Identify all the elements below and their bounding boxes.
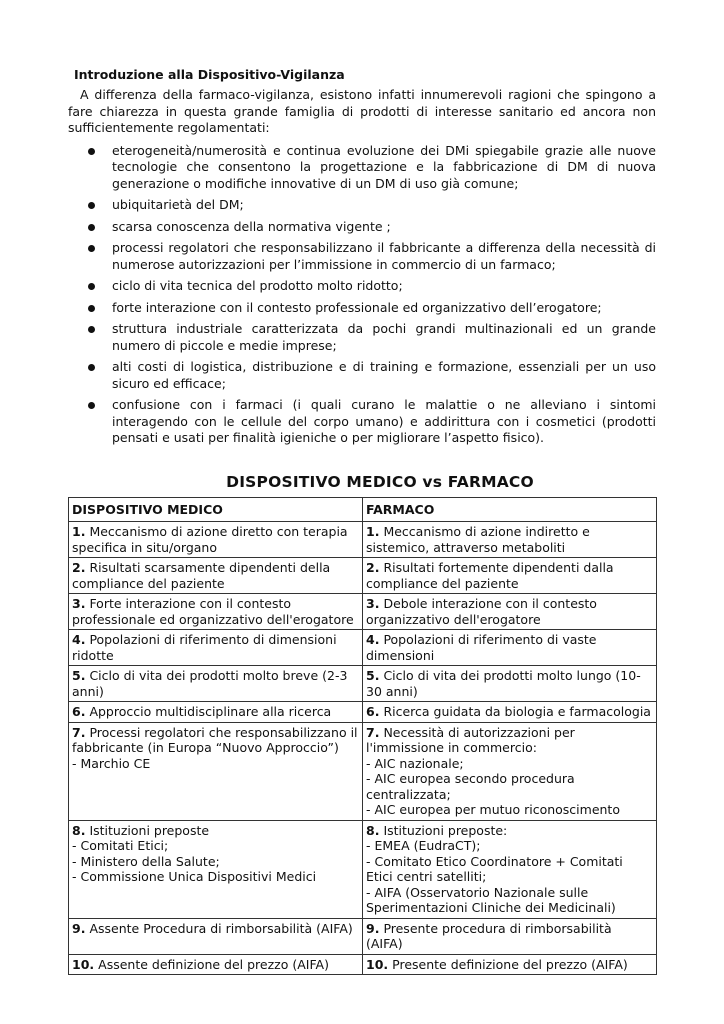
cell-line [72, 725, 358, 756]
cell-text: - Comitati Etici; [72, 838, 169, 853]
table-cell-farmaco [363, 722, 657, 820]
item-number: 4. [72, 632, 86, 647]
table-row [69, 918, 657, 954]
cell-text: - Marchio CE [72, 755, 151, 771]
table-header-row [69, 497, 657, 522]
table-row [69, 630, 657, 666]
table-row [69, 522, 657, 558]
cell-text: - EMEA (EudraCT); [366, 838, 481, 853]
table-cell-dispositivo [69, 954, 363, 975]
cell-line [72, 596, 358, 627]
table-body [69, 522, 657, 975]
table-cell-dispositivo [69, 820, 363, 918]
cell-line [72, 632, 358, 663]
bullet-text: alti costi di logistica, distribuzione e di training e formazione, essenziali per un uso sicuro ed efficace; [112, 359, 656, 391]
table-cell-dispositivo [69, 918, 363, 954]
item-number: 1. [366, 524, 380, 539]
item-number: 8. [72, 822, 86, 838]
item-number: 8. [366, 822, 380, 838]
cell-line [366, 524, 652, 555]
item-number: 6. [72, 704, 86, 719]
item-number: 6. [366, 704, 380, 719]
table-cell-dispositivo [69, 522, 363, 558]
table-cell-farmaco [363, 594, 657, 630]
table-cell-farmaco [363, 558, 657, 594]
column-header-dispositivo: DISPOSITIVO MEDICO [69, 497, 363, 522]
bullet-dot-icon [88, 224, 95, 231]
cell-text: Assente definizione del prezzo (AIFA) [98, 956, 329, 972]
item-number: 3. [366, 596, 380, 611]
cell-line [366, 921, 652, 952]
cell-text: Ricerca guidata da biologia e farmacologia [383, 704, 651, 719]
table-cell-dispositivo [69, 630, 363, 666]
table-row [69, 722, 657, 820]
cell-text: Debole interazione con il contesto organizzativo dell'erogatore [366, 596, 597, 627]
bullet-item [112, 359, 656, 392]
bullet-text: processi regolatori che responsabilizzano il fabbricante a differenza della necessità di numerose autorizzazioni per l’immissione in commercio di un farmaco; [112, 240, 656, 272]
cell-text: Popolazioni di riferimento di dimensioni ridotte [72, 632, 337, 663]
table-row [69, 820, 657, 918]
cell-text: Approccio multidisciplinare alla ricerca [89, 704, 332, 719]
bullet-dot-icon [88, 148, 95, 155]
cell-text: Ciclo di vita dei prodotti molto lungo (10-30 anni) [366, 668, 641, 699]
item-number: 2. [72, 560, 86, 575]
cell-line [72, 704, 358, 720]
cell-text: Assente Procedura di rimborsabilità (AIFA) [89, 920, 353, 936]
bullet-item [112, 143, 656, 193]
document-page [68, 66, 656, 975]
table-cell-farmaco [363, 666, 657, 702]
bullet-text: ubiquitarietà del DM; [112, 197, 244, 212]
item-number: 7. [72, 724, 86, 740]
cell-line [72, 823, 358, 839]
bullet-item [112, 278, 656, 295]
cell-line [366, 854, 652, 885]
bullet-text: ciclo di vita tecnica del prodotto molto ridotto; [112, 278, 403, 293]
cell-text: - Comitato Etico Coordinatore + Comitati Etici centri satelliti; [366, 853, 623, 884]
cell-line [366, 632, 652, 663]
cell-text: Meccanismo di azione indiretto e sistemico, attraverso metaboliti [366, 524, 590, 555]
table-cell-dispositivo [69, 702, 363, 723]
table-cell-farmaco [363, 702, 657, 723]
bullet-dot-icon [88, 305, 95, 312]
item-number: 2. [366, 560, 380, 575]
cell-line [366, 725, 652, 756]
item-number: 3. [72, 596, 86, 611]
item-number: 10. [72, 956, 95, 972]
comparison-table [68, 497, 657, 976]
bullet-dot-icon [88, 202, 95, 209]
table-cell-dispositivo [69, 722, 363, 820]
bullet-dot-icon [88, 402, 95, 409]
cell-text: Meccanismo di azione diretto con terapia specifica in situ/organo [72, 524, 348, 555]
cell-line [366, 957, 652, 973]
cell-text: Popolazioni di riferimento di vaste dimensioni [366, 632, 597, 663]
cell-line [72, 921, 358, 937]
item-number: 5. [72, 668, 86, 683]
bullet-item [112, 219, 656, 236]
cell-text: Forte interazione con il contesto professionale ed organizzativo dell'erogatore [72, 596, 354, 627]
bullet-dot-icon [88, 245, 95, 252]
cell-line [366, 704, 652, 720]
cell-line [366, 802, 652, 818]
table-title: DISPOSITIVO MEDICO vs FARMACO [226, 472, 534, 491]
cell-text: Istituzioni preposte: [383, 822, 508, 838]
bullet-item [112, 321, 656, 354]
table-cell-farmaco [363, 820, 657, 918]
bullet-dot-icon [88, 326, 95, 333]
bullet-text: confusione con i farmaci (i quali curano le malattie o ne alleviano i sintomi interagendo con le cellule del corpo umano) e addirittura con i cosmetici (prodotti pensati e usati per finalità igieniche o per migliorare l’aspetto fisico). [112, 397, 656, 445]
bullet-list [68, 143, 656, 447]
table-cell-farmaco [363, 522, 657, 558]
cell-line [366, 756, 652, 772]
cell-line [366, 668, 652, 699]
cell-text: Presente definizione del prezzo (AIFA) [392, 956, 628, 972]
bullet-item [112, 397, 656, 447]
cell-line [366, 885, 652, 916]
bullet-dot-icon [88, 364, 95, 371]
cell-line [72, 854, 358, 870]
table-cell-dispositivo [69, 558, 363, 594]
section-heading: Introduzione alla Dispositivo-Vigilanza [74, 67, 345, 82]
column-header-farmaco: FARMACO [363, 497, 657, 522]
cell-line [366, 596, 652, 627]
cell-line [366, 838, 652, 854]
table-row [69, 558, 657, 594]
cell-text: - Commissione Unica Dispositivi Medici [72, 869, 317, 884]
item-number: 7. [366, 724, 380, 740]
table-cell-farmaco [363, 918, 657, 954]
cell-text: Risultati fortemente dipendenti dalla compliance del paziente [366, 560, 614, 591]
table-cell-farmaco [363, 954, 657, 975]
bullet-item [112, 197, 656, 214]
table-cell-farmaco [363, 630, 657, 666]
cell-line [72, 869, 358, 885]
cell-text: Necessità di autorizzazioni per l'immissione in commercio: [366, 724, 575, 755]
cell-text: Istituzioni preposte [89, 822, 210, 838]
cell-text: Presente procedura di rimborsabilità (AIFA) [366, 920, 612, 951]
cell-line [366, 771, 652, 802]
cell-text: - AIC nazionale; [366, 755, 464, 771]
cell-line [72, 668, 358, 699]
bullet-item [112, 240, 656, 273]
cell-line [72, 756, 358, 772]
bullet-text: struttura industriale caratterizzata da pochi grandi multinazionali ed un grande numero di piccole e medie imprese; [112, 321, 656, 353]
item-number: 5. [366, 668, 380, 683]
item-number: 4. [366, 632, 380, 647]
item-number: 10. [366, 956, 389, 972]
table-row [69, 666, 657, 702]
cell-text: - Ministero della Salute; [72, 853, 220, 869]
table-row [69, 954, 657, 975]
cell-text: - AIFA (Osservatorio Nazionale sulle Sperimentazioni Cliniche dei Medicinali) [366, 884, 616, 915]
cell-line [72, 524, 358, 555]
item-number: 9. [366, 920, 380, 936]
item-number: 1. [72, 524, 86, 539]
intro-paragraph: A differenza della farmaco-vigilanza, esistono infatti innumerevoli ragioni che spingono a fare chiarezza in questa grande famiglia di prodotti di interesse sanitario ed ancora non sufficientemente regolamentati: [68, 87, 656, 135]
cell-line [366, 823, 652, 839]
table-cell-dispositivo [69, 594, 363, 630]
bullet-text: forte interazione con il contesto professionale ed organizzativo dell’erogatore; [112, 299, 602, 315]
cell-text: Processi regolatori che responsabilizzano il fabbricante (in Europa “Nuovo Approccio”) [72, 724, 358, 755]
table-cell-dispositivo [69, 666, 363, 702]
cell-line [72, 560, 358, 591]
bullet-item [112, 300, 656, 317]
cell-text: - AIC europea per mutuo riconoscimento [366, 802, 620, 817]
cell-text: Risultati scarsamente dipendenti della compliance del paziente [72, 560, 331, 591]
cell-text: Ciclo di vita dei prodotti molto breve (2-3 anni) [72, 668, 348, 699]
bullet-text: eterogeneità/numerosità e continua evoluzione dei DMi spiegabile grazie alle nuove tecnologie che consentono la progettazione e la fabbricazione di DM di nuova generazione o modifiche innovative di un DM di uso già comune; [112, 142, 656, 191]
table-row [69, 594, 657, 630]
bullet-text: scarsa conoscenza della normativa vigente ; [112, 218, 391, 234]
cell-text: - AIC europea secondo procedura centralizzata; [366, 771, 575, 802]
cell-line [72, 838, 358, 854]
item-number: 9. [72, 920, 86, 936]
cell-line [366, 560, 652, 591]
table-row [69, 702, 657, 723]
bullet-dot-icon [88, 283, 95, 290]
cell-line [72, 957, 358, 973]
